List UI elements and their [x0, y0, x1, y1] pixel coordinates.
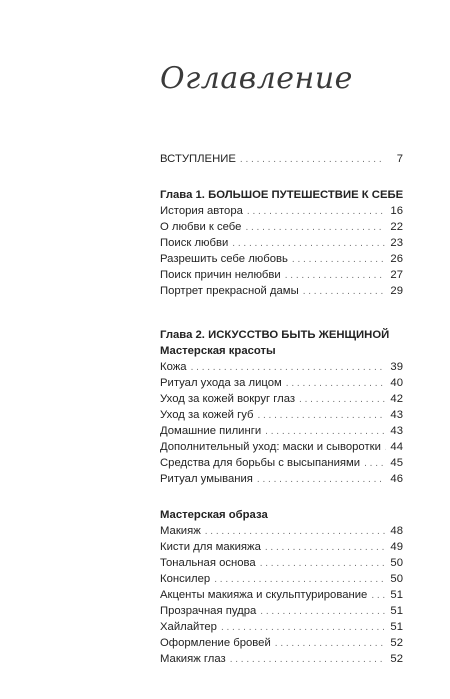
- dot-leader: [286, 376, 385, 392]
- toc-entry-label: Хайлайтер: [160, 621, 217, 633]
- toc-entry-label: Ритуал ухода за лицом: [160, 377, 282, 389]
- toc-entry-label: История автора: [160, 205, 243, 217]
- toc-entry[interactable]: [160, 391, 403, 407]
- toc-entry[interactable]: [160, 635, 403, 651]
- toc-entry-page: 44: [390, 441, 403, 453]
- spacer: [160, 487, 403, 507]
- dot-leader: [265, 540, 385, 556]
- page-title: Оглавление: [160, 61, 353, 96]
- toc-entry[interactable]: [160, 587, 403, 603]
- toc-entry-page: 45: [390, 457, 403, 469]
- dot-leader: [364, 456, 385, 472]
- toc-entry[interactable]: [160, 407, 403, 423]
- toc-entry[interactable]: [160, 571, 403, 587]
- toc-entry-intro[interactable]: [160, 151, 403, 167]
- dot-leader: [371, 588, 385, 604]
- dot-leader: [245, 220, 385, 236]
- toc-entry-label: Дополнительный уход: маски и сыворотки: [160, 441, 381, 453]
- toc-entry[interactable]: [160, 651, 403, 667]
- toc-entry-page: 50: [390, 573, 403, 585]
- dot-leader: [191, 360, 385, 376]
- toc-entry-page: 43: [390, 425, 403, 437]
- dot-leader: [205, 524, 385, 540]
- toc-entry-label: Оформление бровей: [160, 637, 271, 649]
- toc-entry[interactable]: [160, 523, 403, 539]
- toc-entry[interactable]: [160, 539, 403, 555]
- section-heading-beauty-workshop[interactable]: Мастерская красоты: [160, 345, 276, 357]
- toc-entry-label: Уход за кожей губ: [160, 409, 254, 421]
- toc-entry-label: Тональная основа: [160, 557, 256, 569]
- toc-entry[interactable]: [160, 455, 403, 471]
- dot-leader: [240, 152, 385, 168]
- dot-leader: [257, 408, 385, 424]
- dot-leader: [260, 604, 385, 620]
- dot-leader: [275, 636, 385, 652]
- toc-entry-label: Кисти для макияжа: [160, 541, 261, 553]
- toc-entry[interactable]: [160, 423, 403, 439]
- toc-entry-page: 46: [390, 473, 403, 485]
- toc-entry-label: Поиск любви: [160, 237, 229, 249]
- toc-entry-label: Прозрачная пудра: [160, 605, 257, 617]
- dot-leader: [247, 204, 385, 220]
- toc-entry[interactable]: [160, 603, 403, 619]
- toc-entry-page: 29: [390, 285, 403, 297]
- dot-leader: [214, 572, 385, 588]
- toc-entry[interactable]: [160, 439, 403, 455]
- toc-entry-page: 23: [390, 237, 403, 249]
- dot-leader: [230, 652, 385, 668]
- toc-entry-label: Средства для борьбы с высыпаниями: [160, 457, 361, 469]
- toc-entry-page: 39: [390, 361, 403, 373]
- chapter-2-heading[interactable]: Глава 2. ИСКУССТВО БЫТЬ ЖЕНЩИНОЙ: [160, 329, 390, 341]
- toc-entry-page: 7: [396, 153, 403, 165]
- toc-entry-label: Портрет прекрасной дамы: [160, 285, 299, 297]
- dot-leader: [232, 236, 385, 252]
- toc-entry-page: 50: [390, 557, 403, 569]
- toc-entry-label: Разрешить себе любовь: [160, 253, 288, 265]
- toc-entry-page: 51: [390, 621, 403, 633]
- toc-entry-page: 52: [390, 653, 403, 665]
- toc-entry-label: Акценты макияжа и скульптурирование: [160, 589, 368, 601]
- toc-entry-page: 49: [390, 541, 403, 553]
- dot-leader: [265, 424, 385, 440]
- toc-entry-label: ВСТУПЛЕНИЕ: [160, 153, 236, 165]
- section-heading-image-workshop[interactable]: Мастерская образа: [160, 509, 268, 521]
- dot-leader: [292, 252, 385, 268]
- toc-entry-label: Макияж глаз: [160, 653, 226, 665]
- toc-entry[interactable]: [160, 375, 403, 391]
- toc-entry-page: 42: [390, 393, 403, 405]
- toc-entry-page: 43: [390, 409, 403, 421]
- toc-entry-page: 51: [390, 605, 403, 617]
- toc-entry-label: О любви к себе: [160, 221, 242, 233]
- toc-entry[interactable]: [160, 267, 403, 283]
- dot-leader: [299, 392, 385, 408]
- toc-entry-page: 26: [390, 253, 403, 265]
- toc-entry[interactable]: [160, 619, 403, 635]
- toc-entry-page: 51: [390, 589, 403, 601]
- toc-entry-page: 48: [390, 525, 403, 537]
- chapter-1-heading[interactable]: Глава 1. БОЛЬШОЕ ПУТЕШЕСТВИЕ К СЕБЕ: [160, 189, 404, 201]
- toc-entry[interactable]: [160, 471, 403, 487]
- toc-entry-page: 27: [390, 269, 403, 281]
- dot-leader: [260, 556, 385, 572]
- toc-entry[interactable]: [160, 359, 403, 375]
- toc-entry[interactable]: [160, 555, 403, 571]
- toc-entry-page: 52: [390, 637, 403, 649]
- toc-entry[interactable]: [160, 251, 403, 267]
- toc-entry[interactable]: [160, 203, 403, 219]
- toc-entry-label: Консилер: [160, 573, 211, 585]
- toc-entry-label: Кожа: [160, 361, 187, 373]
- toc-entry-page: 16: [390, 205, 403, 217]
- toc-entry-label: Поиск причин нелюбви: [160, 269, 281, 281]
- toc-entry-page: 22: [390, 221, 403, 233]
- dot-leader: [303, 284, 385, 300]
- spacer: [160, 167, 403, 187]
- dot-leader: [285, 268, 385, 284]
- dot-leader: [257, 472, 385, 488]
- toc-entry-label: Уход за кожей вокруг глаз: [160, 393, 296, 405]
- toc-entry[interactable]: [160, 235, 403, 251]
- toc-entry[interactable]: [160, 283, 403, 299]
- spacer: [160, 299, 403, 327]
- dot-leader: [221, 620, 385, 636]
- table-of-contents: [160, 151, 403, 667]
- toc-entry-label: Ритуал умывания: [160, 473, 253, 485]
- toc-entry-page: 40: [390, 377, 403, 389]
- toc-entry-label: Макияж: [160, 525, 201, 537]
- toc-entry[interactable]: [160, 219, 403, 235]
- toc-entry-label: Домашние пилинги: [160, 425, 262, 437]
